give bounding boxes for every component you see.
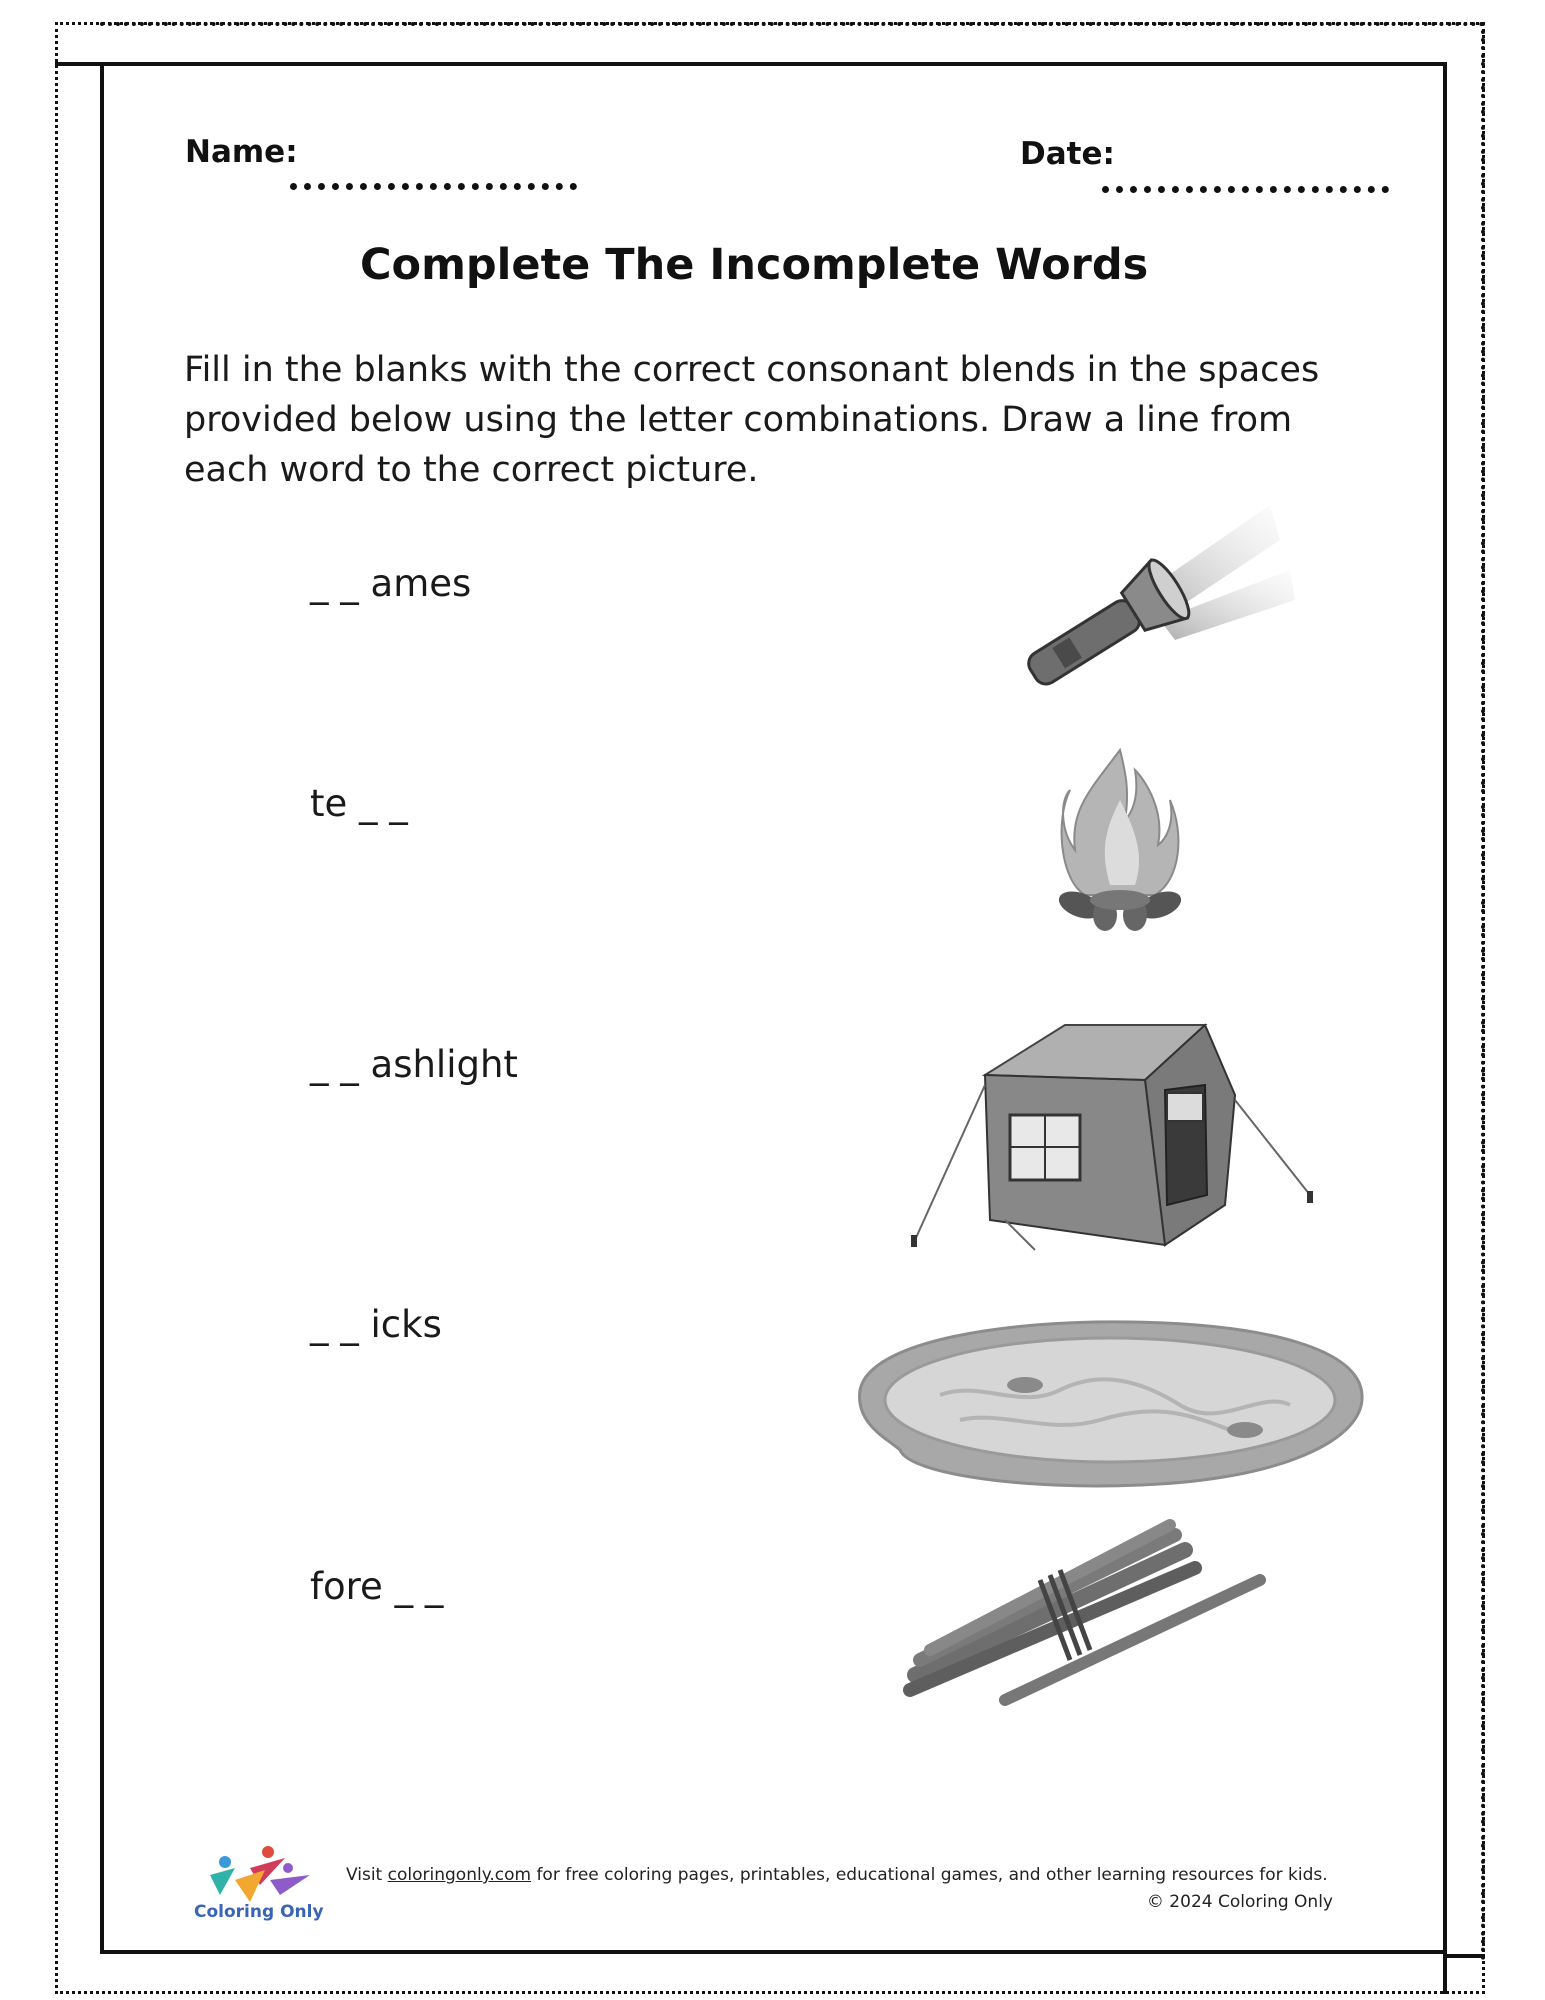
footer-text bbox=[346, 1865, 1328, 1885]
instructions-text: Fill in the blanks with the correct consonant blends in the spaces provided below using the letter combinations. Draw a line from each word to the correct picture. bbox=[184, 350, 1320, 490]
flashlight-picture bbox=[1010, 500, 1300, 690]
word-item: _ _ icks bbox=[310, 1303, 442, 1346]
logo-text: Coloring Only bbox=[194, 1902, 324, 1922]
border-accent-line bbox=[1443, 1954, 1447, 1994]
word-item: te _ _ bbox=[310, 782, 408, 825]
border-accent-line bbox=[55, 62, 103, 66]
campfire-picture bbox=[1040, 740, 1200, 940]
name-label: Name: bbox=[185, 134, 298, 170]
date-blank-line[interactable] bbox=[1102, 186, 1389, 193]
page-title: Complete The Incomplete Words bbox=[360, 240, 1149, 290]
footer-link[interactable]: coloringonly.com bbox=[387, 1865, 532, 1885]
word-item: fore _ _ bbox=[310, 1565, 444, 1608]
footer-visit-prefix: Visit bbox=[346, 1865, 388, 1885]
pond-picture bbox=[850, 1310, 1370, 1495]
date-label: Date: bbox=[1020, 136, 1115, 172]
word-item: _ _ ashlight bbox=[310, 1043, 518, 1086]
footer-visit-suffix: for free coloring pages, printables, educational games, and other learning resources for kids. bbox=[531, 1865, 1328, 1885]
border-accent-line bbox=[1443, 1954, 1485, 1958]
sticks-picture bbox=[895, 1510, 1275, 1710]
word-item: _ _ ames bbox=[310, 562, 472, 605]
tent-picture bbox=[895, 1005, 1325, 1255]
name-blank-line[interactable] bbox=[290, 183, 577, 190]
copyright-text: © 2024 Coloring Only bbox=[1146, 1892, 1333, 1912]
